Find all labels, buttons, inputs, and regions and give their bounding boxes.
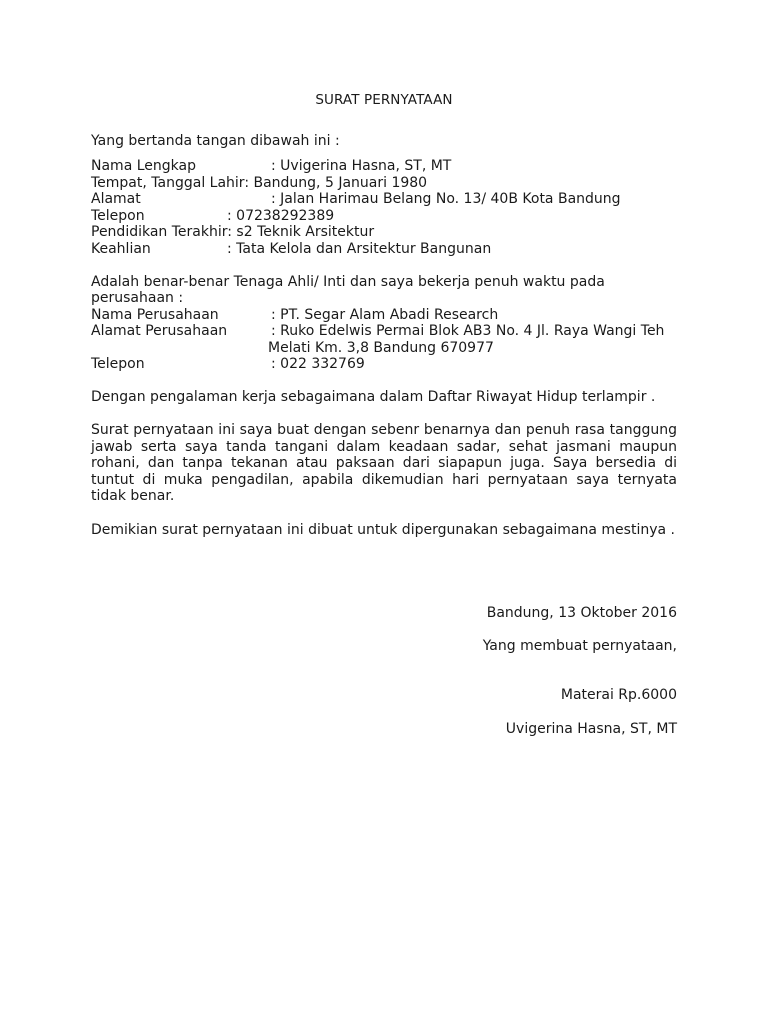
- company-name-row: [91, 307, 499, 324]
- education-value: : s2 Teknik Arsitektur: [227, 224, 375, 240]
- personal-expertise-row: [91, 241, 492, 258]
- signer-name: Uvigerina Hasna, ST, MT: [505, 721, 677, 737]
- personal-address-row: [91, 191, 621, 208]
- personal-education-row: [91, 224, 374, 241]
- personal-phone-row: [91, 208, 335, 225]
- maker-label: Yang membuat pernyataan,: [482, 638, 677, 654]
- company-address-row: [91, 323, 665, 340]
- expertise-value: : Tata Kelola dan Arsitektur Bangunan: [227, 241, 492, 257]
- place-date: Bandung, 13 Oktober 2016: [486, 605, 677, 621]
- personal-birth-row: [91, 175, 427, 192]
- closing-statement: Demikian surat pernyataan ini dibuat untuk dipergunakan sebagaimana mestinya .: [91, 522, 675, 538]
- address-value: : Jalan Harimau Belang No. 13/ 40B Kota Bandung: [271, 191, 621, 207]
- experience-statement: Dengan pengalaman kerja sebagaimana dalam Daftar Riwayat Hidup terlampir .: [91, 389, 656, 405]
- company-name-label: Nama Perusahaan: [91, 307, 219, 323]
- employment-intro-line2: perusahaan :: [91, 290, 184, 306]
- company-name-value: : PT. Segar Alam Abadi Research: [271, 307, 499, 323]
- name-value: : Uvigerina Hasna, ST, MT: [271, 158, 452, 174]
- phone-label: Telepon: [91, 208, 145, 224]
- company-address-value-line1: : Ruko Edelwis Permai Blok AB3 No. 4 Jl. Raya Wangi Teh: [271, 323, 665, 339]
- birth-value: : Bandung, 5 Januari 1980: [244, 175, 428, 191]
- company-phone-row: [91, 356, 365, 373]
- name-label: Nama Lengkap: [91, 158, 196, 174]
- employment-intro-line1: Adalah benar-benar Tenaga Ahli/ Inti dan saya bekerja penuh waktu pada: [91, 274, 605, 290]
- document-title: SURAT PERNYATAAN: [315, 92, 453, 108]
- birth-label: Tempat, Tanggal Lahir: [91, 175, 245, 191]
- company-phone-value: : 022 332769: [271, 356, 365, 372]
- education-label: Pendidikan Terakhir: [91, 224, 228, 240]
- company-phone-label: Telepon: [91, 356, 145, 372]
- intro-text: Yang bertanda tangan dibawah ini :: [91, 133, 340, 149]
- truth-statement: Surat pernyataan ini saya buat dengan sebenr benarnya dan penuh rasa tanggung jawab serta saya tanda tangani dalam keadaan sadar, sehat jasmani maupun rohani, dan tanpa tekanan atau paksaan dari siapapun juga. Saya bersedia di tuntut di muka pengadilan, apabila dikemudian hari pernyataan saya ternyata tidak benar.: [91, 422, 677, 504]
- company-address-label: Alamat Perusahaan: [91, 323, 228, 339]
- stamp-label: Materai Rp.6000: [560, 687, 677, 703]
- personal-name-row: [91, 158, 452, 175]
- address-label: Alamat: [91, 191, 141, 207]
- company-address-value-line2: Melati Km. 3,8 Bandung 670977: [268, 340, 494, 356]
- phone-value: : 07238292389: [227, 208, 335, 224]
- expertise-label: Keahlian: [91, 241, 151, 257]
